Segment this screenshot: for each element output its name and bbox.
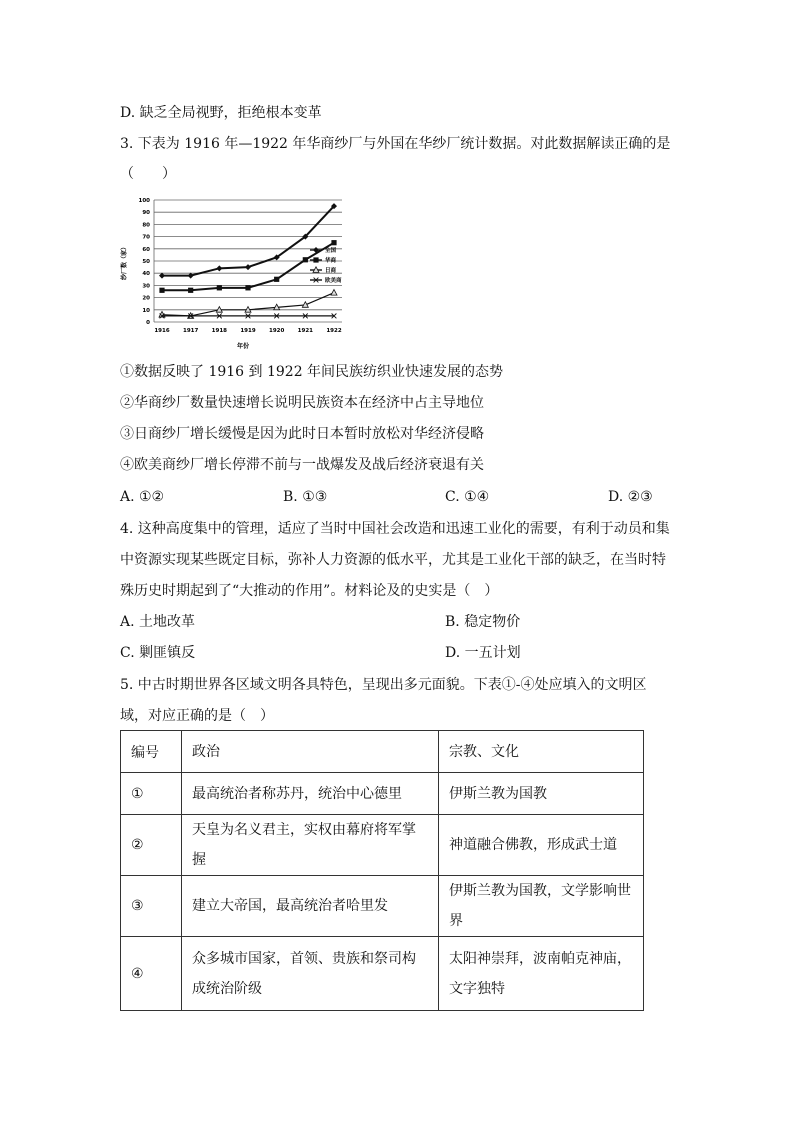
data-point: [188, 288, 193, 293]
data-point: [331, 290, 337, 296]
q4-line-1: 4. 这种高度集中的管理，适应了当时中国社会改造和迅速工业化的需要，有利于动员和集: [120, 521, 670, 537]
table-header-row: [121, 731, 644, 773]
q4-option-c: C. 剿匪镇反: [120, 645, 196, 661]
q3-option-c: C. ①④: [445, 489, 490, 505]
data-point: [245, 285, 250, 290]
data-point: [217, 285, 222, 290]
chart-legend: [310, 246, 342, 284]
table-cell-politics: 众多城市国家，首领、贵族和祭司构成统治阶级: [182, 937, 439, 1011]
table-cell-religion: 伊斯兰教为国教: [439, 773, 644, 815]
y-tick-label: 90: [142, 210, 150, 217]
q2-option-d: D. 缺乏全局视野，拒绝根本变革: [120, 105, 322, 121]
factory-line-chart: [120, 192, 360, 352]
table-cell-number: ③: [121, 876, 182, 937]
y-tick-label: 30: [142, 283, 150, 290]
q3-statement-2: ②华商纱厂数量快速增长说明民族资本在经济中占主导地位: [120, 395, 484, 411]
table-cell-politics: 天皇为名义君主，实权由幕府将军掌握: [182, 815, 439, 876]
q4-line-3: 殊历史时期起到了“大推动的作用”。材料论及的史实是（ ）: [120, 583, 499, 599]
q4-line-2: 中资源实现某些既定目标，弥补人力资源的低水平，尤其是工业化干部的缺乏，在当时特: [120, 552, 666, 568]
y-tick-label: 80: [142, 222, 150, 229]
table-header-number: 编号: [121, 731, 182, 773]
q3-option-a: A. ①②: [120, 489, 165, 505]
q4-option-a: A. 土地改革: [120, 614, 196, 630]
data-point: [274, 277, 279, 282]
q3-stem: 3. 下表为 1916 年—1922 年华商纱厂与外国在华纱厂统计数据。对此数据解读正确的是: [120, 136, 671, 152]
q5-line-2: 域，对应正确的是（ ）: [120, 708, 274, 724]
legend-label: 华商: [325, 258, 337, 264]
table-cell-number: ④: [121, 937, 182, 1011]
y-tick-label: 70: [142, 234, 150, 241]
chart-y-axis-label: 纱厂数（家）: [121, 243, 128, 281]
q3-statement-3: ③日商纱厂增长缓慢是因为此时日本暂时放松对华经济侵略: [120, 426, 484, 442]
x-tick-label: 1918: [211, 328, 227, 334]
table-row: [121, 773, 644, 815]
table-row: [121, 876, 644, 937]
table-cell-religion: 伊斯兰教为国教，文学影响世界: [439, 876, 644, 937]
q3-paren: （ ）: [120, 166, 176, 182]
chart-x-ticks: [154, 328, 341, 334]
y-tick-label: 40: [142, 271, 150, 278]
data-point: [245, 264, 251, 270]
table-cell-religion: 太阳神崇拜，波南帕克神庙，文字独特: [439, 937, 644, 1011]
x-tick-label: 1916: [154, 328, 170, 334]
data-point: [331, 240, 336, 245]
table-row: [121, 937, 644, 1011]
q3-option-b: B. ①③: [283, 489, 328, 505]
y-tick-label: 50: [142, 259, 150, 265]
x-tick-label: 1919: [240, 328, 256, 334]
chart-x-axis-label: 年份: [236, 343, 250, 350]
table-row: [121, 815, 644, 876]
q4-option-b: B. 稳定物价: [445, 614, 521, 630]
q3-option-d: D. ②③: [608, 489, 653, 505]
legend-label: 日商: [325, 268, 337, 274]
q3-statement-1: ①数据反映了 1916 到 1922 年间民族纺织业快速发展的态势: [120, 364, 504, 380]
civilization-table: [120, 730, 644, 1011]
x-tick-label: 1920: [269, 328, 285, 334]
chart-y-ticks: [139, 198, 151, 326]
data-point: [303, 257, 308, 262]
table-cell-number: ①: [121, 773, 182, 815]
q3-statement-4: ④欧美商纱厂增长停滞不前与一战爆发及战后经济衰退有关: [120, 457, 484, 473]
data-point: [313, 257, 318, 262]
q4-option-d: D. 一五计划: [445, 645, 521, 661]
y-tick-label: 0: [146, 320, 150, 326]
data-point: [216, 265, 222, 271]
q5-line-1: 5. 中古时期世界各区域文明各具特色，呈现出多元面貌。下表①-④处应填入的文明区: [120, 677, 647, 693]
y-tick-label: 100: [138, 198, 150, 204]
y-tick-label: 60: [142, 246, 150, 253]
table-cell-number: ②: [121, 815, 182, 876]
table-cell-politics: 建立大帝国，最高统治者哈里发: [182, 876, 439, 937]
x-tick-label: 1917: [183, 328, 199, 334]
y-tick-label: 20: [142, 295, 150, 302]
x-tick-label: 1922: [326, 328, 342, 334]
table-header-religion: 宗教、文化: [439, 731, 644, 773]
x-tick-label: 1921: [297, 328, 313, 334]
table-cell-politics: 最高统治者称苏丹，统治中心德里: [182, 773, 439, 815]
table-cell-religion: 神道融合佛教，形成武士道: [439, 815, 644, 876]
data-point: [159, 288, 164, 293]
y-tick-label: 10: [142, 307, 150, 314]
table-header-politics: 政治: [182, 731, 439, 773]
legend-label: 欧美商: [325, 278, 342, 284]
legend-label: 全国: [325, 248, 337, 254]
